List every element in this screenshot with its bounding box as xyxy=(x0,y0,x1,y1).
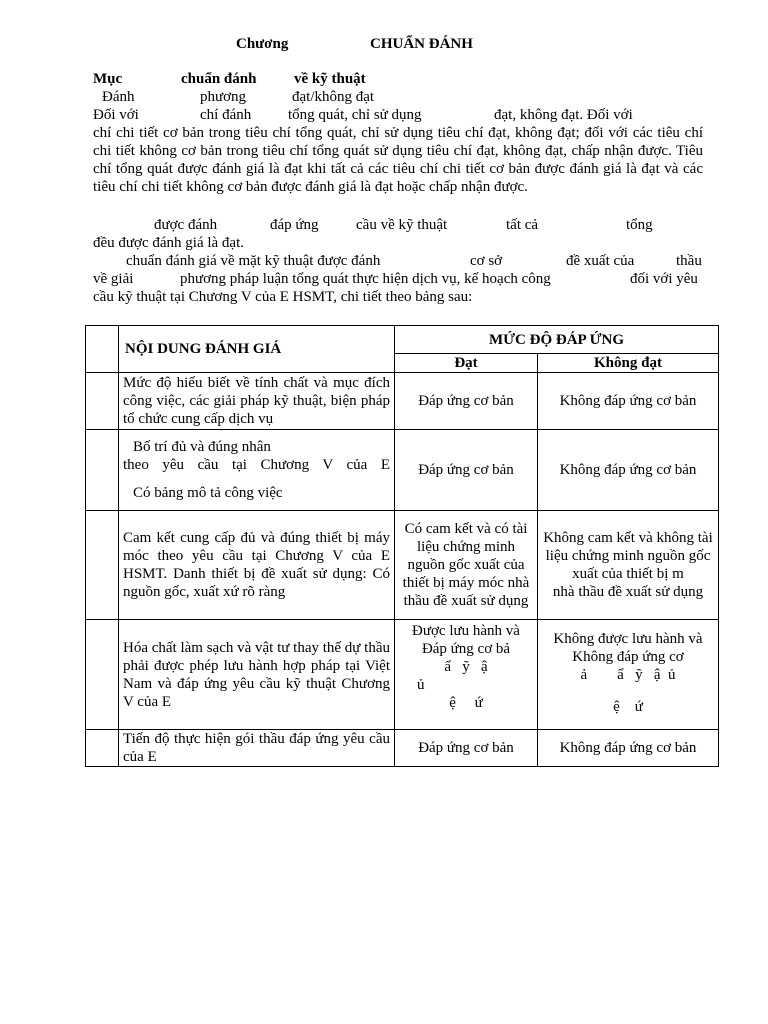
table-row xyxy=(86,511,719,620)
para3-word-2: cơ sở xyxy=(470,253,503,269)
para3-word-3: đề xuất của xyxy=(566,253,635,269)
intro-word-3: đạt/không đạt xyxy=(292,89,375,105)
para2-word-3: cầu về kỹ thuật xyxy=(356,217,448,233)
col-fail-header: Không đạt xyxy=(538,354,719,373)
row-fail: Không đáp ứng cơ bản xyxy=(538,373,719,430)
row-pass-line-4: ủ xyxy=(417,677,425,693)
para1-word-2: chí đánh xyxy=(200,107,252,123)
row-content: Hóa chất làm sạch và vật tư thay thế dự thầu phải được phép lưu hành hợp pháp tại Việt Nam và đáp ứng yêu cầu kỹ thuật Chương V của E xyxy=(119,620,395,730)
row-pass-line-2: Đáp ứng cơ bả xyxy=(421,641,511,657)
col-pass-header: Đạt xyxy=(395,354,538,373)
row-content: Mức độ hiểu biết về tính chất và mục đích công việc, các giải pháp kỹ thuật, biện pháp tổ chức cung cấp dịch vụ xyxy=(119,373,395,430)
para2-word-5: tổng xyxy=(626,217,653,233)
table-header-row xyxy=(86,326,719,354)
row-pass-line-3: ẩ ỹ ậ xyxy=(444,659,488,675)
row-pass: Đáp ứng cơ bản xyxy=(395,730,538,767)
para1-word-4: đạt, không đạt. Đối với xyxy=(494,107,633,123)
section-title-part1: chuẩn đánh xyxy=(181,71,257,87)
para1-word-3: tổng quát, chỉ sử dụng xyxy=(288,107,422,123)
row-fail-line-3: ệ ứ xyxy=(613,699,643,715)
row-index xyxy=(86,620,119,730)
row-fail-line-2: nhà thầu đề xuất sử dụng xyxy=(552,584,704,600)
row-index xyxy=(86,730,119,767)
para3-word-1: chuẩn đánh giá về mặt kỹ thuật được đánh xyxy=(126,253,381,269)
row-content-line-2: theo yêu cầu tại Chương V của E xyxy=(123,457,390,473)
para3-line2-c: đối với yêu xyxy=(630,271,698,287)
para3-line3: cầu kỹ thuật tại Chương V của E HSMT, chi tiết theo bảng sau: xyxy=(93,289,473,305)
row-index xyxy=(86,430,119,511)
section-muc: Mục xyxy=(93,71,123,87)
para2-word-1: được đánh xyxy=(154,217,218,233)
col-level-header: MỨC ĐỘ ĐÁP ỨNG xyxy=(395,326,719,354)
table-row xyxy=(86,620,719,730)
row-fail-line-1: Không cam kết và không tài liệu chứng minh nguồn gốc xuất của thiết bị m xyxy=(543,530,713,582)
row-fail: Không đáp ứng cơ bản xyxy=(538,730,719,767)
row-index xyxy=(86,511,119,620)
row-content: Tiến độ thực hiện gói thầu đáp ứng yêu cầu của E xyxy=(119,730,395,767)
section-title-part2: về kỹ thuật xyxy=(294,71,366,87)
row-fail xyxy=(538,511,719,620)
row-pass-line-1: Được lưu hành và xyxy=(412,623,520,639)
table-row xyxy=(86,430,719,511)
row-content-line-3: Có bảng mô tả công việc xyxy=(133,485,283,501)
row-fail: Không đáp ứng cơ bản xyxy=(538,430,719,511)
table-row xyxy=(86,373,719,430)
para1-body: chí chi tiết cơ bản trong tiêu chí tổng quát, chỉ sử dụng tiêu chí đạt, không đạt; đối với các tiêu chí chi tiết không cơ bản trong tiêu chí tổng quát sử dụng tiêu chí đạt, không đạt, chấp nhận được. Tiêu chí tổng quát được đánh giá là đạt khi tất cả các tiêu chí chi tiết cơ bản được đánh giá là đạt và các tiêu chí chi tiết không cơ bản được đánh giá là đạt hoặc chấp nhận được. xyxy=(93,125,703,195)
row-content xyxy=(119,430,395,511)
col-content-header: NỘI DUNG ĐÁNH GIÁ xyxy=(119,326,395,373)
row-pass-line-5: ệ ứ xyxy=(449,695,483,711)
chapter-word: Chương xyxy=(236,36,289,52)
intro-word-1: Đánh xyxy=(102,89,135,105)
para3-line2-a: về giải xyxy=(93,271,134,287)
evaluation-table xyxy=(85,325,719,767)
row-fail-line-1: Không được lưu hành và Không đáp ứng cơ xyxy=(553,631,703,665)
row-fail-line-2: ả ẩ ỹ ậ ủ xyxy=(580,667,676,683)
para3-line2-b: phương pháp luận tổng quát thực hiện dịch vụ, kế hoạch công xyxy=(180,271,551,287)
para2-word-4: tất cả xyxy=(506,217,539,233)
table-index-header xyxy=(86,326,119,373)
para3-word-4: thầu xyxy=(676,253,702,269)
para1-word-1: Đối với xyxy=(93,107,139,123)
row-pass: Đáp ứng cơ bản xyxy=(395,430,538,511)
chapter-title: CHUẨN ĐÁNH xyxy=(370,36,473,52)
row-pass: Có cam kết và có tài liệu chứng minh nguồn gốc xuất của thiết bị máy móc nhà thầu đề xuất sử dụng xyxy=(395,511,538,620)
intro-word-2: phương xyxy=(200,89,247,105)
row-content-line-1: Bố trí đủ và đúng nhân xyxy=(133,439,271,455)
row-pass xyxy=(395,620,538,730)
row-pass: Đáp ứng cơ bản xyxy=(395,373,538,430)
row-content: Cam kết cung cấp đủ và đúng thiết bị máy móc theo yêu cầu tại Chương V của E HSMT. Danh thiết bị đề xuất sử dụng: Có nguồn gốc, xuất xứ rõ ràng xyxy=(119,511,395,620)
para2-word-2: đáp ứng xyxy=(270,217,319,233)
row-index xyxy=(86,373,119,430)
para2-line2: đều được đánh giá là đạt. xyxy=(93,235,245,251)
row-fail xyxy=(538,620,719,730)
table-row xyxy=(86,730,719,767)
